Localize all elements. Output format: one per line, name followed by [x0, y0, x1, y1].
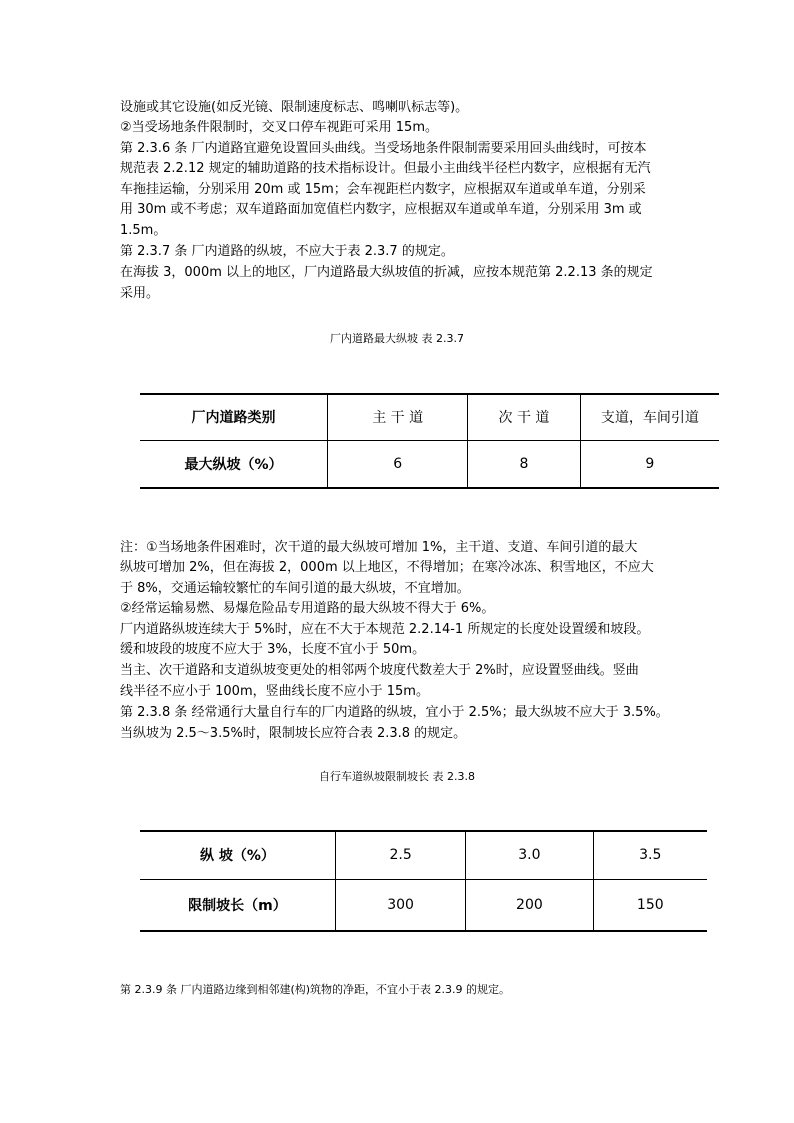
text-line: 于 8%，交通运输较繁忙的车间引道的最大纵坡，不宜增加。 [120, 581, 470, 596]
text-line: 车拖挂运输，分别采用 20m 或 15m；会车视距栏内数字，应根据双车道或单车道，分别采 [120, 182, 646, 197]
text-line: 第 2.3.8 条 经常通行大量自行车的厂内道路的纵坡，宜小于 2.5%；最大纵坡不应大于 3.5%。 [120, 705, 669, 720]
table-cell: 限制坡长（m） [140, 879, 335, 931]
table-cell: 8 [468, 440, 580, 488]
table-cell: 最大纵坡（%） [140, 440, 328, 488]
text-line: 设施或其它设施(如反光镜、限制速度标志、鸣喇叭标志等)。 [120, 100, 469, 115]
text-line: 规范表 2.2.12 规定的辅助道路的技术指标设计。但最小主曲线半径栏内数字，应根据有无汽 [120, 161, 651, 176]
text-line: 注：①当场地条件困难时，次干道的最大纵坡可增加 1%，主干道、支道、车间引道的最大 [120, 540, 638, 555]
table-header-cell: 纵 坡（%） [140, 831, 335, 879]
table-header-cell: 主 干 道 [328, 394, 468, 440]
table-caption: 自行车道纵坡限制坡长 表 2.3.8 [319, 770, 475, 783]
bicycle-slope-table [140, 830, 707, 932]
table-header-cell: 厂内道路类别 [140, 394, 328, 440]
table-cell: 6 [328, 440, 468, 488]
table-header-cell: 3.5 [593, 831, 707, 879]
max-slope-table [140, 393, 719, 489]
table-cell: 300 [335, 879, 465, 931]
table-header-row [140, 394, 719, 440]
table-cell: 150 [593, 879, 707, 931]
text-line: ②经常运输易燃、易爆危险品专用道路的最大纵坡不得大于 6%。 [120, 601, 495, 616]
table-header-cell: 3.0 [466, 831, 593, 879]
table-row [140, 440, 719, 488]
text-line: 1.5m。 [120, 223, 167, 238]
text-line: 第 2.3.6 条 厂内道路宜避免设置回头曲线。当受场地条件限制需要采用回头曲线时，可按本 [120, 141, 647, 156]
final-text-line: 第 2.3.9 条 厂内道路边缘到相邻建(构)筑物的净距，不宜小于表 2.3.9 的规定。 [120, 983, 511, 996]
table-header-cell: 支道，车间引道 [580, 394, 719, 440]
table-row [140, 879, 707, 931]
text-line: 厂内道路纵坡连续大于 5%时，应在不大于本规范 2.2.14-1 所规定的长度处设置缓和坡段。 [120, 622, 650, 637]
text-line: 线半径不应小于 100m，竖曲线长度不应小于 15m。 [120, 684, 429, 699]
text-line: 当主、次干道路和支道纵坡变更处的相邻两个坡度代数差大于 2%时，应设置竖曲线。竖曲 [120, 663, 639, 678]
table-cell: 9 [580, 440, 719, 488]
text-line: 第 2.3.7 条 厂内道路的纵坡，不应大于表 2.3.7 的规定。 [120, 244, 454, 259]
table-caption: 厂内道路最大纵坡 表 2.3.7 [330, 332, 464, 345]
table-header-row [140, 831, 707, 879]
text-line: 用 30m 或不考虑；双车道路面加宽值栏内数字，应根据双车道或单车道，分别采用 3m 或 [120, 202, 642, 217]
table-header-cell: 2.5 [335, 831, 465, 879]
table-header-cell: 次 干 道 [468, 394, 580, 440]
text-line: ②当受场地条件限制时，交叉口停车视距可采用 15m。 [120, 120, 438, 135]
text-line: 采用。 [120, 286, 160, 301]
table-cell: 200 [466, 879, 593, 931]
text-line: 在海拔 3，000m 以上的地区，厂内道路最大纵坡值的折减，应按本规范第 2.2.13 条的规定 [120, 265, 653, 280]
text-line: 当纵坡为 2.5～3.5%时，限制坡长应符合表 2.3.8 的规定。 [120, 726, 467, 741]
text-line: 缓和坡段的坡度不应大于 3%，长度不宜小于 50m。 [120, 642, 426, 657]
text-line: 纵坡可增加 2%，但在海拔 2，000m 以上地区，不得增加；在寒冷冰冻、积雪地区，不应大 [120, 560, 654, 575]
